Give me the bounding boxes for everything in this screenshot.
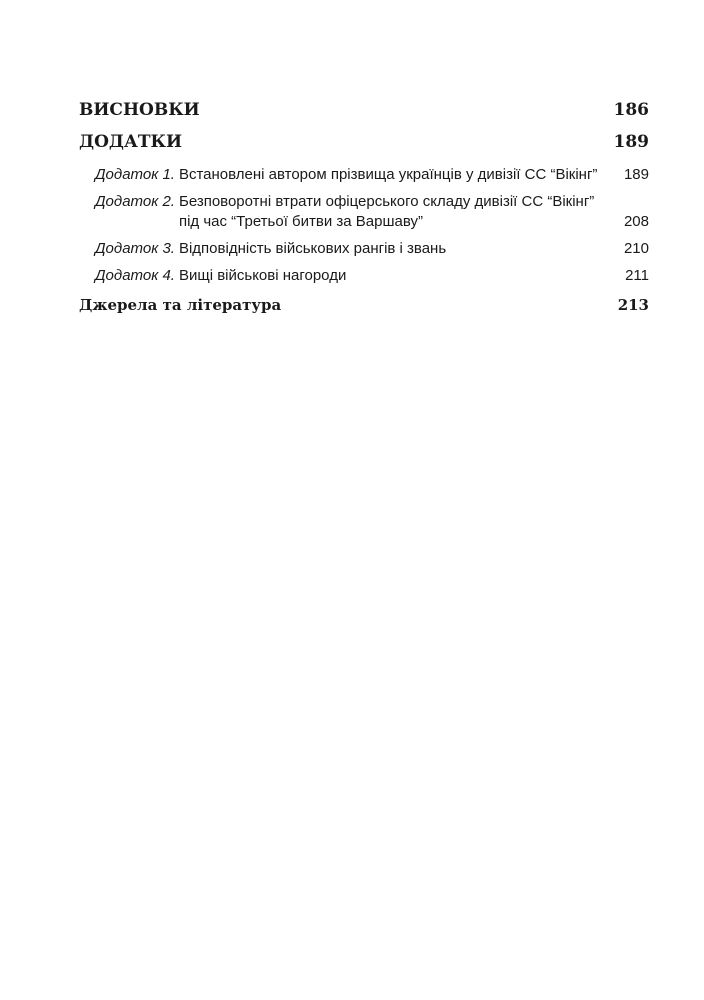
appendix-text	[95, 192, 609, 232]
appendix-prefix: Додаток 3.	[95, 240, 175, 257]
appendix-title: Безповоротні втрати офіцерського складу дивізії СС “Вікінг” під час “Третьої битви за Варшаву”	[178, 193, 595, 230]
toc-entry-page: 189	[613, 132, 649, 152]
appendix-entry-4	[95, 266, 649, 286]
appendix-page: 211	[625, 267, 649, 284]
appendix-page: 210	[623, 240, 649, 257]
toc-entry-conclusions	[79, 98, 649, 130]
appendix-title: Відповідність військових рангів і звань	[178, 240, 447, 257]
appendix-entry-1	[95, 165, 649, 185]
appendix-prefix: Додаток 4.	[95, 267, 175, 284]
appendix-text	[95, 266, 346, 286]
appendix-prefix: Додаток 2.	[95, 193, 175, 210]
toc-entry-sources	[79, 294, 649, 316]
appendix-text	[95, 165, 597, 185]
appendix-entry-3	[95, 239, 649, 259]
toc-entry-appendices	[79, 130, 649, 162]
toc-entry-title: Джерела та література	[79, 296, 282, 314]
appendix-title: Встановлені автором прізвища українців у дивізії СС “Вікінг”	[178, 166, 598, 183]
appendix-list	[79, 165, 649, 286]
appendix-page: 208	[623, 213, 649, 230]
toc-entry-title: ДОДАТКИ	[79, 132, 183, 152]
appendix-text	[95, 239, 446, 259]
toc-entry-page: 213	[617, 296, 649, 314]
toc-entry-title: ВИСНОВКИ	[79, 100, 200, 120]
appendix-title: Вищі військові нагороди	[178, 267, 347, 284]
appendix-page: 189	[623, 166, 649, 183]
table-of-contents	[79, 98, 649, 316]
toc-entry-page: 186	[613, 100, 649, 120]
appendix-prefix: Додаток 1.	[95, 166, 175, 183]
appendix-entry-2	[95, 192, 649, 232]
